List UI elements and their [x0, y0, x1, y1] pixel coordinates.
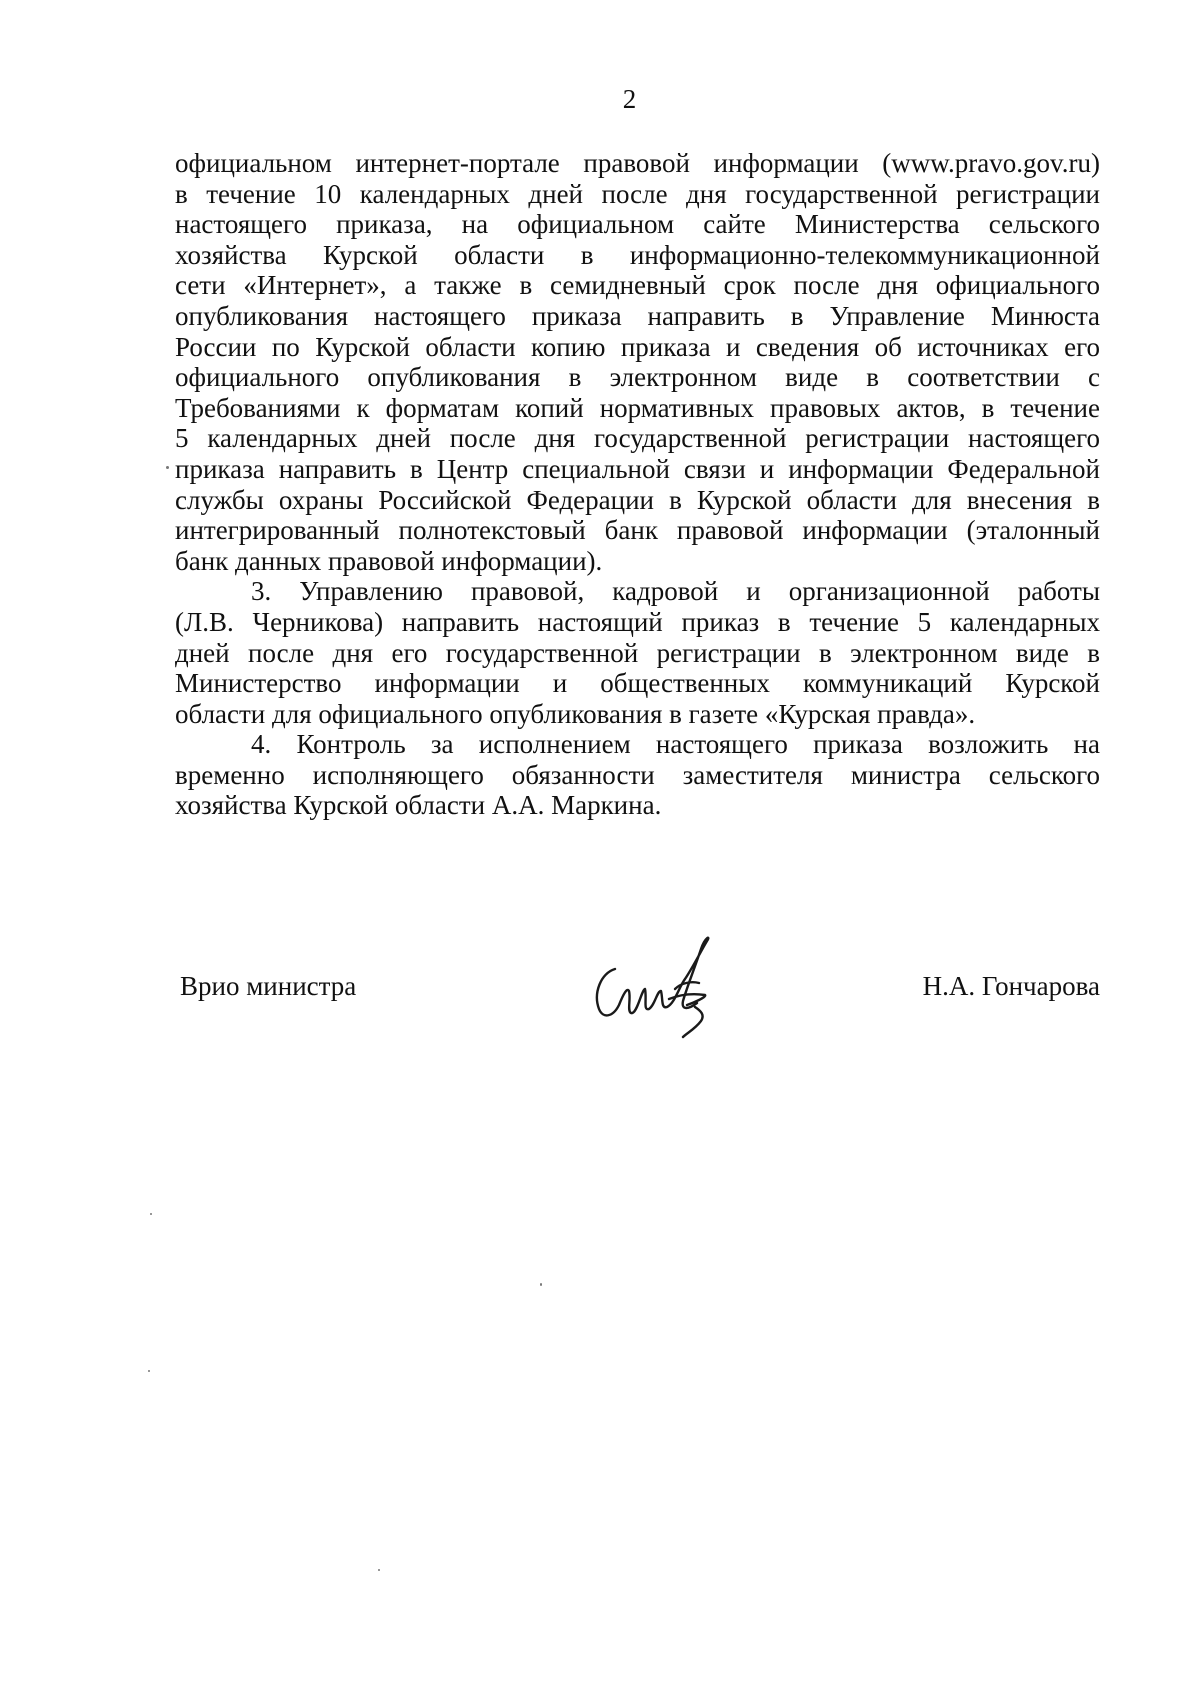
paragraph-3	[175, 576, 1100, 729]
text-line: в течение 10 календарных дней после дня государственной регистрации	[175, 178, 1100, 209]
text-line: сети «Интернет», а также в семидневный срок после дня официального	[175, 270, 1100, 301]
text-line: (Л.В. Черникова) направить настоящий приказ в течение 5 календарных	[175, 606, 1100, 637]
text-line: 3. Управлению правовой, кадровой и организационной работы	[251, 576, 1100, 607]
scan-speck	[148, 1370, 150, 1372]
scan-speck	[166, 466, 169, 469]
text-line: хозяйства Курской области А.А. Маркина.	[175, 790, 662, 821]
signature-block	[175, 935, 1100, 1045]
text-line: настоящего приказа, на официальном сайте Министерства сельского	[175, 209, 1100, 240]
scan-speck	[378, 1569, 380, 1571]
text-line: области для официального опубликования в газете «Курская правда».	[175, 698, 976, 729]
page-number: 2	[622, 84, 637, 114]
text-line: 4. Контроль за исполнением настоящего приказа возложить на	[251, 729, 1100, 760]
paragraph-4	[175, 729, 1100, 821]
text-line: приказа направить в Центр специальной связи и информации Федеральной	[175, 453, 1100, 484]
text-line: временно исполняющего обязанности заместителя министра сельского	[175, 759, 1100, 790]
text-line: Требованиями к форматам копий нормативных правовых актов, в течение	[175, 392, 1100, 423]
scan-speck	[150, 1213, 152, 1215]
text-line: официальном интернет-портале правовой информации (www.pravo.gov.ru)	[175, 148, 1100, 178]
paragraph-continuation	[175, 148, 1100, 576]
text-line: дней после дня его государственной регистрации в электронном виде в	[175, 637, 1100, 668]
text-line: службы охраны Российской Федерации в Курской области для внесения в	[175, 484, 1100, 515]
text-line: интегрированный полнотекстовый банк правовой информации (эталонный	[175, 515, 1100, 546]
scan-speck	[540, 1283, 542, 1286]
text-line: Министерство информации и общественных коммуникаций Курской	[175, 668, 1100, 699]
text-line: 5 календарных дней после дня государственной регистрации настоящего	[175, 423, 1100, 454]
text-line: хозяйства Курской области в информационно-телекоммуникационной	[175, 239, 1100, 270]
signatory-position: Врио министра	[180, 971, 357, 1001]
signatory-name: Н.А. Гончарова	[922, 971, 1100, 1001]
document-body	[175, 148, 1100, 821]
text-line: России по Курской области копию приказа и сведения об источниках его	[175, 331, 1100, 362]
text-line: официального опубликования в электронном виде в соответствии с	[175, 362, 1100, 393]
text-line: опубликования настоящего приказа направить в Управление Минюста	[175, 300, 1100, 331]
handwritten-signature	[583, 929, 733, 1039]
text-line: банк данных правовой информации).	[175, 545, 603, 576]
